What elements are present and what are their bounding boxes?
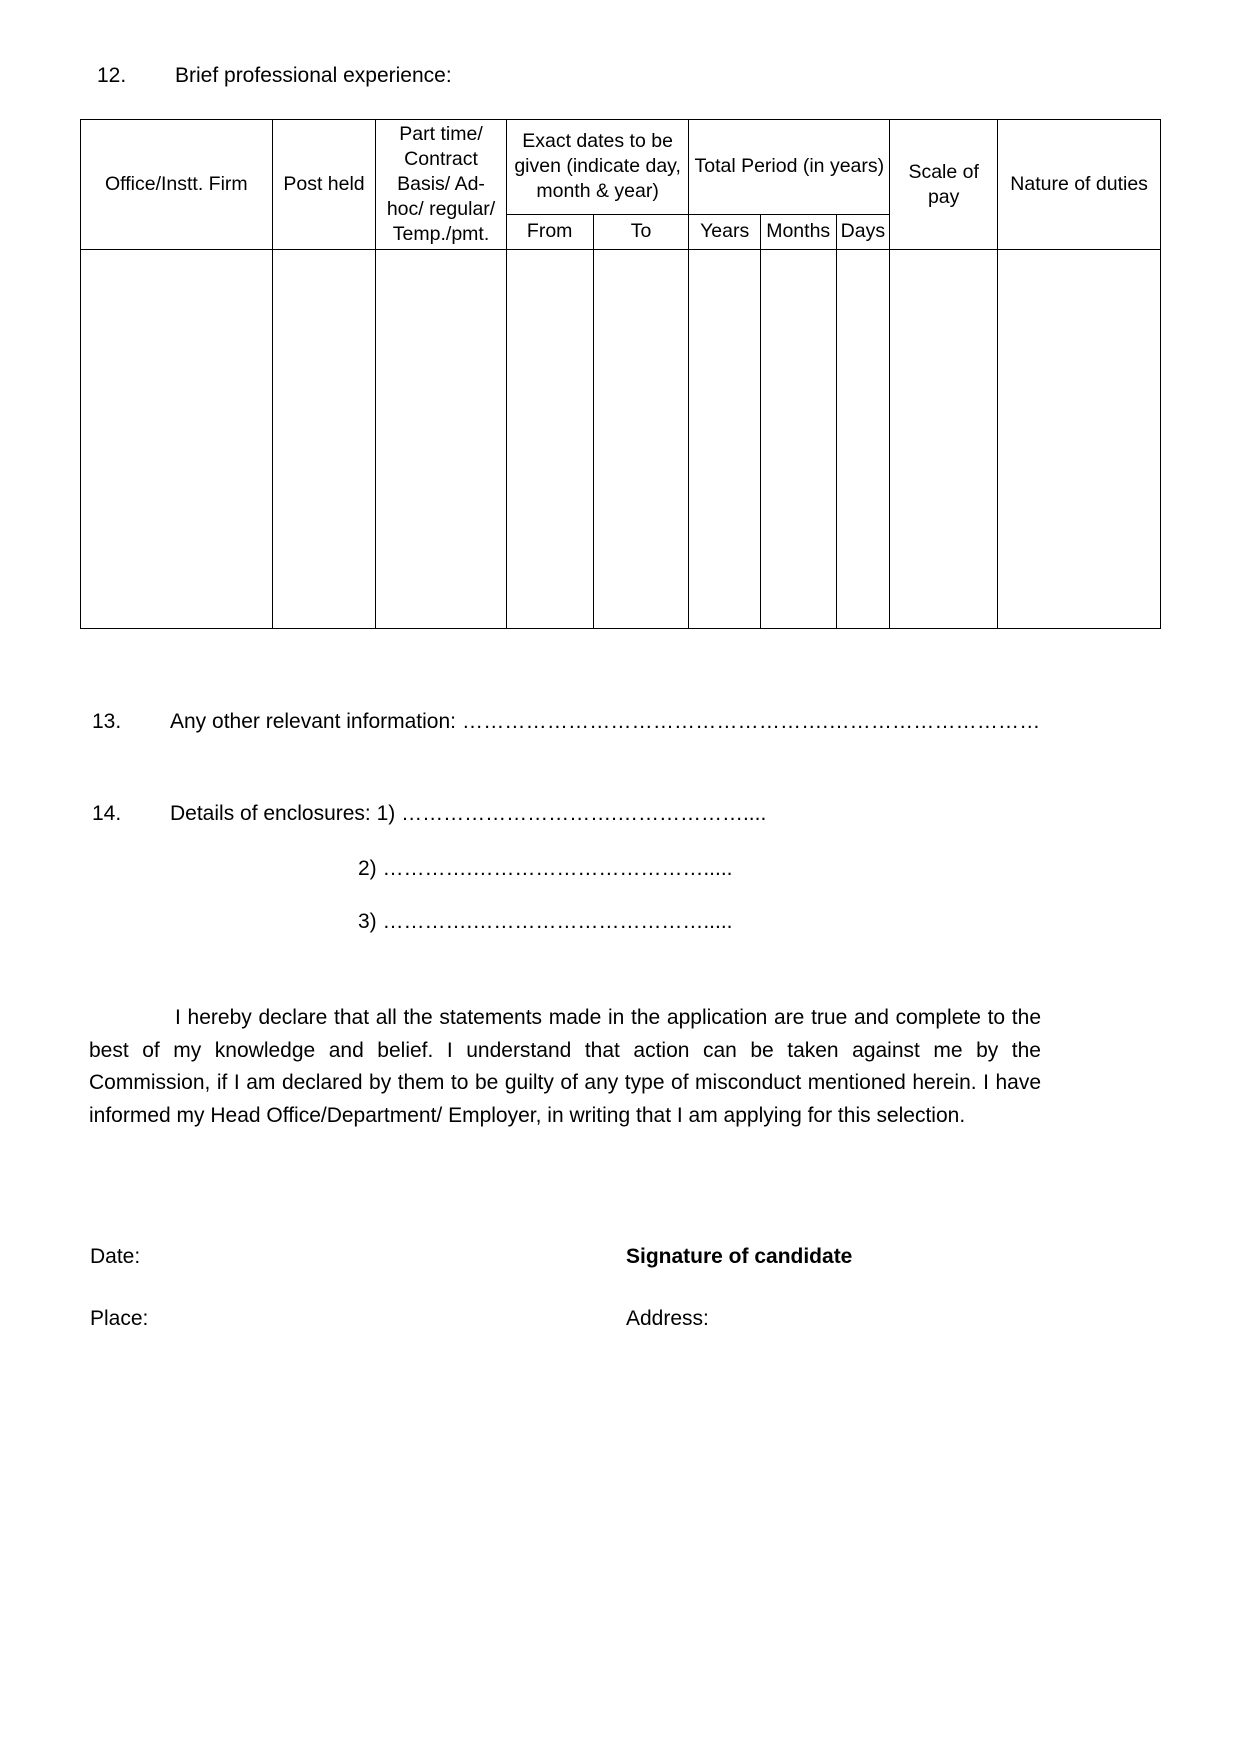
cell-period-days[interactable] xyxy=(836,250,890,629)
section-13-number: 13. xyxy=(92,710,122,733)
header-period-years: Years xyxy=(689,214,760,249)
cell-date-from[interactable] xyxy=(506,250,593,629)
header-date-from: From xyxy=(506,214,593,249)
section-14-label: Details of enclosures: xyxy=(170,802,371,825)
header-nature-of-duties: Nature of duties xyxy=(998,120,1161,250)
section-13-label: Any other relevant information: xyxy=(170,710,456,733)
table-header-row-primary xyxy=(81,120,1161,215)
header-period-months: Months xyxy=(760,214,836,249)
section-12-number: 12. xyxy=(97,64,127,87)
section-13-fill-line[interactable]: …………………………………………….………………………… xyxy=(455,710,1041,733)
section-14-item-3-line xyxy=(358,908,733,936)
cell-post-held[interactable] xyxy=(272,250,376,629)
header-office-firm: Office/Instt. Firm xyxy=(81,120,273,250)
section-12-heading xyxy=(97,62,452,90)
section-12-title: Brief professional experience: xyxy=(175,64,452,87)
section-14-item-2-line xyxy=(358,855,733,883)
header-exact-dates: Exact dates to be given (indicate day, month & year) xyxy=(506,120,689,215)
header-employment-basis: Part time/ Contract Basis/ Ad-hoc/ regular/ Temp./pmt. xyxy=(376,120,506,250)
cell-period-months[interactable] xyxy=(760,250,836,629)
table-row xyxy=(81,250,1161,629)
header-total-period: Total Period (in years) xyxy=(689,120,890,215)
professional-experience-table-container xyxy=(80,119,1161,629)
section-14-item-3[interactable]: 3) ………….……………………………..... xyxy=(358,910,733,933)
place-label: Place: xyxy=(90,1307,149,1330)
declaration-paragraph: I hereby declare that all the statements made in the application are true and complete to the best of my knowledge and belief. I understand that action can be taken against me by the Commission, if I am declared by them to be guilty of any type of misconduct mentioned herein. I have informed my Head Office/Department/ Employer, in writing that I am applying for this selection. xyxy=(89,1006,1041,1127)
cell-nature-of-duties[interactable] xyxy=(998,250,1161,629)
cell-scale-of-pay[interactable] xyxy=(890,250,998,629)
cell-date-to[interactable] xyxy=(593,250,689,629)
header-scale-of-pay: Scale of pay xyxy=(890,120,998,250)
header-post-held: Post held xyxy=(272,120,376,250)
header-date-to: To xyxy=(593,214,689,249)
signature-of-candidate-label: Signature of candidate xyxy=(626,1245,853,1268)
date-label: Date: xyxy=(90,1245,141,1268)
section-13-line xyxy=(92,708,1040,736)
section-14-number: 14. xyxy=(92,802,122,825)
cell-office-firm[interactable] xyxy=(81,250,273,629)
header-period-days: Days xyxy=(836,214,890,249)
address-label: Address: xyxy=(626,1307,709,1330)
cell-employment-basis[interactable] xyxy=(376,250,506,629)
section-14-item-1[interactable]: 1) ………………………….……………….... xyxy=(376,802,767,825)
cell-period-years[interactable] xyxy=(689,250,760,629)
section-14-item-2[interactable]: 2) ………….……………………………..... xyxy=(358,857,733,880)
professional-experience-table xyxy=(80,119,1161,629)
section-14-line xyxy=(92,800,766,828)
